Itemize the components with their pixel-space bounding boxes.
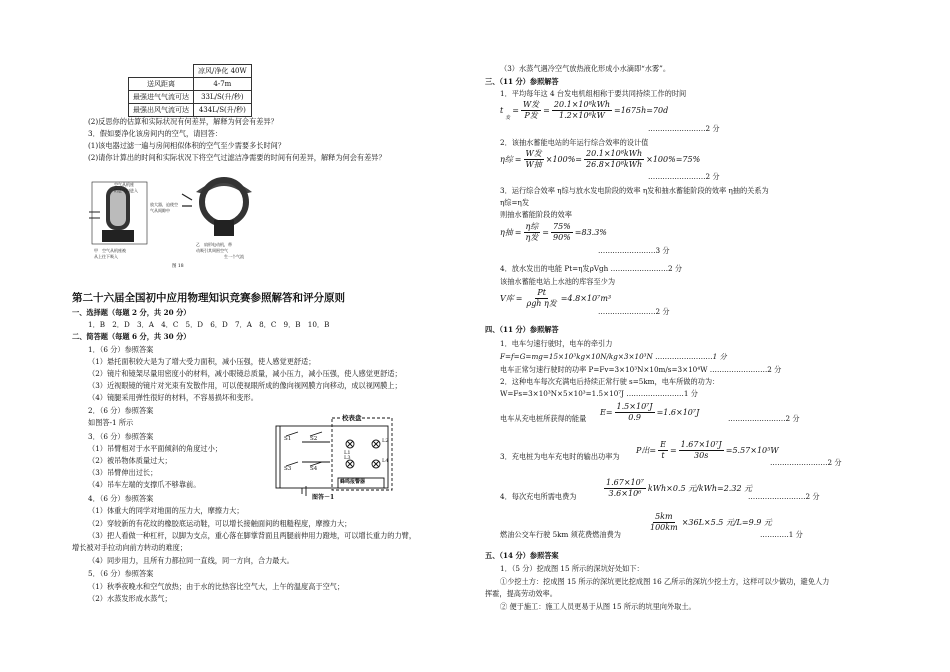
eq-result: =83.3% [574,227,607,237]
circuit-caption: 图答－1 [312,494,335,501]
section-heading: 一、选择题（每题 2 分，共 20 分） [72,308,191,317]
text-line: （4）吊车左端的支撑爪不够靠前。 [88,480,201,489]
score-line: ……………………2 分 [748,492,820,501]
score-line: ……………………2 分 [770,458,842,467]
fraction: $\frac{\text{W发}}{\text{P发}}$ [522,100,540,120]
switch-label: S1 [284,436,292,442]
eq-symbol: t [500,105,504,115]
switch-label: S3 [284,466,292,472]
lamp-label: L3 [344,455,351,461]
spec-value: 4-7m [194,78,252,91]
figure-label: 乙 扇形电动机，带 [196,242,232,247]
eq-result: ×100%=75% [646,154,701,164]
text-line: (1)该电器过滤一遍与房间相似体积的空气至少需要多长时间？ [88,141,286,150]
equation: η抽 = $\frac{\text{η综}}{\text{η发}}$ = $\frac{75\%}{90\%}$ =83.3% [500,222,607,242]
eq-symbol: η抽 [500,227,513,237]
text-line: 5．（6 分）参照答案 [88,569,154,578]
text-line: 该抽水蓄能电站上水池的库容至少为 [500,277,616,286]
text-line: 2．该抽水蓄能电站的年运行综合效率的设计值 [500,138,649,147]
text-line: 4．放水发出的电能 Pt=η发ρVgh ……………………2 分 [500,264,683,273]
circuit-diagram [272,414,397,506]
score-line: ……………………3 分 [598,246,670,255]
text-line: 1．平均每年这 4 台发电机组相称于要共同持续工作的时间 [500,89,687,98]
spec-label: 最强出风气流可达 [129,104,194,117]
equation: V库 = $\frac{Pt}{\text{ρgh η发}}$ =4.8×10⁷m³ [500,288,612,308]
score-line: ……………………2 分 [648,124,720,133]
text-line: （3）水蒸气遇冷空气放热液化形成小水滴即“水雾”。 [500,64,671,73]
eq-symbol: η综 [500,154,513,164]
text-line: （3）近视眼镜的镜片对光束有发散作用，可以使视眼所成的像向视网膜方向移动，成以视网膜上； [88,381,402,390]
figure-label: 生一个气流 [224,254,244,259]
text-line: (2)反思你的估算和实际状况有何差异，解释为何会有差异？ [88,117,278,126]
score-line: ……………………2 分 [648,172,720,181]
fraction: $\frac{\text{1.5×10⁷J}}{0.9}$ [616,402,653,422]
lamp-label: L4 [382,458,389,464]
text-line: （2）被吊物体质量过大； [88,456,172,465]
page-title: 第二十六届全国初中应用物理知识竞赛参照解答和评分原则 [72,292,345,304]
text-line: （3）吊臂伸出过长； [88,468,158,477]
fraction: $\frac{\text{1.67×10⁷J}}{30s}$ [680,440,722,460]
equation [604,478,752,499]
spec-header: 凉风/净化 40W [194,65,252,78]
text-line: 3．假如要净化该房间内的空气，请回答： [88,129,222,138]
text-line: 2．这种电车每次充满电后持续正常行驶 s=5km，电车所做的功为： [500,377,720,386]
switch-label: S2 [310,436,318,442]
eq-symbol: V库 [500,293,514,303]
fraction: $\frac{\text{1.67×10⁷}}{\text{3.6×10⁶}}$ [606,478,644,498]
lamp-label: L2 [382,438,389,444]
figure-label: 放大器，迫使空 [150,202,178,207]
section-heading: 二、简答题（每题 6 分，共 30 分） [72,332,191,341]
text-line: （4）镜腿采用弹性很好的材料，不容易损坏和变形。 [88,393,258,402]
text-line: ①少挖土方：挖成图 15 所示的深坑更比挖成图 16 乙所示的深坑少挖土方，这样可以少做功，避免人力 [500,577,830,586]
eq-result: =1.6×10⁷J [656,407,700,417]
figure-caption: 图 18 [172,264,184,269]
text-line: 增长被对手拉动向前方转动的难度； [72,543,188,552]
text-line: 挥霍，提高劳动效率。 [485,589,557,598]
score-line: ……………………2 分 [598,307,670,316]
text-line: 电车正常匀速行驶时的功率 P=Fv=3×10³N×10m/s=3×10⁴W ……………………2 分 [500,365,782,374]
text-line: （2）镜片和镜架尽量用密度小的材料，减小眼镜总质量，减小压力，减小压强，使人感觉更舒适； [88,369,402,378]
figure-label: 的进气口进入 [114,188,138,193]
switch-label: S4 [310,466,318,472]
score-line: ……………………2 分 [728,414,800,423]
figure-label: 气从间隙中 [150,208,170,213]
equation: η综 = $\frac{\text{W发}}{\text{W抽}}$ ×100%= $\frac{\text{20.1×10⁸kWh}}{\text{26.8×10⁸kWh}}$ ×100%=75% [500,149,701,169]
text-line: W=Fs=3×10³N×5×10³=1.5×10⁷J ……………………1 分 [500,389,698,398]
text-line: 燃油公交车行驶 5km 须花费燃油费为 [500,530,621,539]
text-line: （3）把人看做一种杠杆，以脚为支点，重心落在脚掌背面且两腿前伸用力蹬地，可以增长重力的力臂， [88,531,417,540]
eq-symbol: P出= [636,445,657,455]
text-line: （2）穿较新的有花纹的橡胶底运动鞋，可以增长接触面间的粗糙程度，摩擦力大； [88,519,352,528]
spec-label: 送风距离 [129,78,194,91]
spec-value: 434L/S(升/秒) [194,104,252,117]
section-heading: 五、（14 分）参照答案 [485,551,559,560]
text-line: （4）同步用力，且所有力都拉同一直线，同一方向，合力最大。 [88,556,294,565]
eq-result: kWh×0.5 元/kWh=2.32 元 [647,483,753,493]
text-line: (2)请你计算出的时间和实际状况下将空气过滤洁净需要的时间有何差异，解释为何会有差异？ [88,153,386,162]
spec-table [128,64,252,117]
text-line: 电车从充电桩所获得的能量 [500,414,587,423]
answer-line: 1．B 2．D 3．A 4．C 5．D 6．D 7．A 8．C 9．B 10．B [88,320,330,329]
text-line: （2）水蒸发形成水蒸气； [88,594,172,603]
eq-symbol: E= [600,407,613,417]
buzzer-label: 蜂鸣报警器 [340,479,366,485]
text-line: 1．（5 分）挖成图 15 所示的深坑好处如下： [500,564,644,573]
section-heading: 四、（11 分）参照解答 [485,325,559,334]
text-line: 1．电车匀速行驶时，电车的牵引力 [500,339,613,348]
fraction: $\frac{\text{W发}}{\text{W抽}}$ [525,149,542,169]
text-line: η综=η发 [500,198,530,207]
text-line: 2．（6 分）参照答案 [88,406,154,415]
figure-label: 空气从机座 [114,182,134,187]
figure-label: 甲 空气从机座被 [94,248,126,253]
score-line: …………1 分 [760,530,803,539]
fraction: $\frac{Pt}{\text{ρgh η发}}$ [526,288,557,308]
eq-result: =5.57×10⁵W [725,445,779,455]
text-line: F=f=G=mg=15×10³kg×10N/kg×3×10³N ……………………1 分 [500,352,727,361]
section-heading: 三、（11 分）参照解答 [485,77,559,86]
text-line: （1）悬托面积较大是为了增大受力面积，减小压强，使人感觉更舒适； [88,357,316,366]
fraction: $\frac{75\%}{90\%}$ [553,222,571,242]
text-line: 则抽水蓄能阶段的效率 [500,210,572,219]
text-line: （1）体重大的同学对地面的压力大，摩擦力大； [88,506,244,515]
equation [600,402,699,423]
text-line: 3．运行综合效率 η综与放水发电阶段的效率 η发和抽水蓄能阶段的效率 η抽的关系为 [500,186,769,195]
text-line: 1．（6 分）参照答案 [88,345,154,354]
text-line: 3．（6 分）参照答案 [88,432,154,441]
eq-subscript: 发 [505,114,511,121]
equation [648,512,772,533]
figure-18 [84,172,274,272]
text-line: 3．充电桩为电车充电时的输出功率为 [500,452,620,461]
fraction: $\frac{\text{20.1×10⁸kWh}}{\text{26.8×10⁸kWh}}$ [586,149,643,169]
text-line: （1）吊臂相对于水平面倾斜的角度过小； [88,444,222,453]
text-line: 4．（6 分）参照答案 [88,494,154,503]
fraction: $\frac{5km}{100km}$ [650,512,678,532]
figure-label: 动吸引其周围空气 [196,248,228,253]
spec-value: 33L/S(升/秒) [194,91,252,104]
eq-result: ×36L×5.5 元/L=9.9 元 [681,517,772,527]
spec-label: 最强进气气流可达 [129,91,194,104]
text-line: 4．每次充电所需电费为 [500,492,577,501]
eq-result: =4.8×10⁷m³ [560,293,612,303]
eq-result: =1675h=70d [614,105,669,115]
figure-label: 从上往下吸入 [94,254,118,259]
text-line: 如图答-1 所示 [88,418,134,427]
circuit-svg [272,414,397,506]
equation: t 发 = $\frac{\text{W发}}{\text{P发}}$ = $\frac{\text{20.1×10⁸kWh}}{\text{1.2×10⁶kW}}$ =1675h=70d [500,100,669,121]
text-line: ② 便于施工：施工人员更易于从图 15 所示的坑里向外取土。 [500,602,696,611]
fraction: $\frac{E}{t}$ [660,440,666,460]
lamp-label: L1 [344,450,351,456]
equation: P出= $\frac{E}{t}$ = $\frac{\text{1.67×10⁷J}}{30s}$ =5.57×10⁵W [636,440,779,460]
fraction: $\frac{\text{20.1×10⁸kWh}}{\text{1.2×10⁶kW}}$ [553,100,610,120]
fraction: $\frac{\text{η综}}{\text{η发}}$ [525,222,539,242]
circuit-box-label: 校表盘 [342,414,362,422]
text-line: （1）秋季夜晚水和空气放热；由于水的比热容比空气大，上午的温度高于空气； [88,582,345,591]
